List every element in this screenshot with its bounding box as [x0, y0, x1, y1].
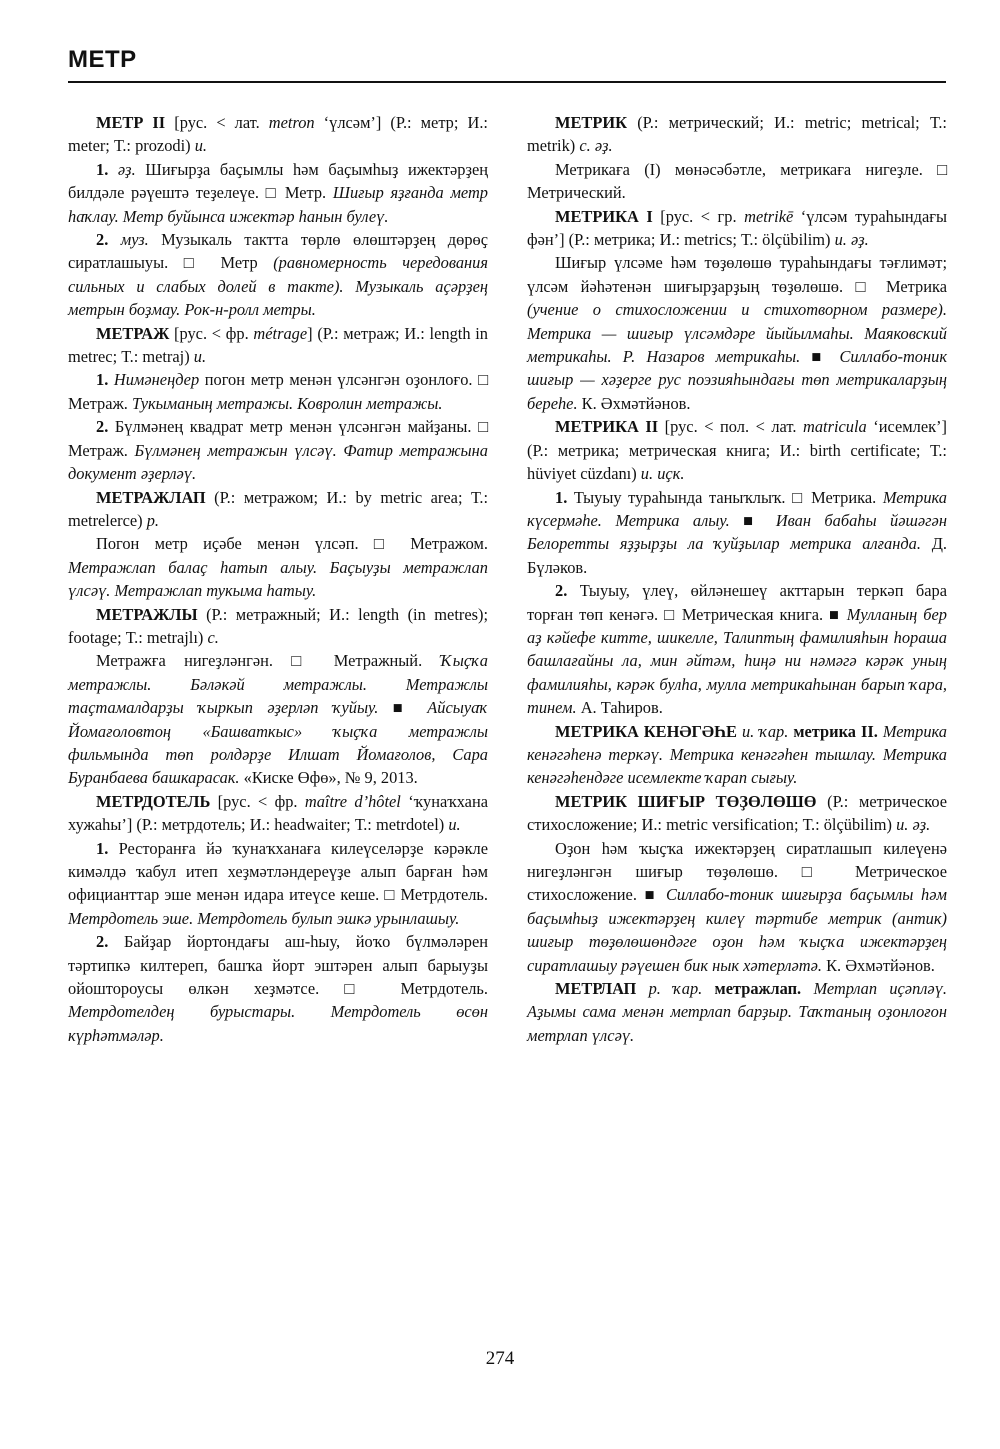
entry-paragraph [68, 837, 488, 931]
text-run: ‘ҡунаҡхана хужаһы’] (Р.: метрдотель; И.: headwaiter; Т.: metrdotel) [68, 791, 488, 835]
headword: 2. [96, 230, 121, 250]
text-run: А. Таһиров. [576, 698, 663, 718]
headword: метражлап. [714, 979, 802, 999]
entry-paragraph [68, 603, 488, 650]
italic-text: matricula [802, 417, 867, 437]
headword: 1. [555, 487, 574, 507]
headword: 2. [555, 581, 580, 601]
italic-text: Нимәнеңдер [113, 370, 200, 390]
text-run: Бүлмәнең квадрат метр менән үлсәнгән майҙаны. □ Метраж. [68, 417, 488, 460]
italic-text: Иван бабаһы йәшәгән Белоретты яҙҙырҙы ла ҡуйҙылар метрика алғанда. [527, 510, 947, 554]
italic-text: Метрдотель эше. Метрдотель булып эшкә урынлашыу. [68, 908, 460, 928]
text-run: (Р.: метрический; И.: metric; metrical; Т.: metrik) [527, 113, 947, 156]
entry-paragraph [68, 415, 488, 485]
running-head: МЕТР [68, 46, 137, 73]
entry-paragraph [68, 111, 488, 158]
text-run: ■ [729, 510, 776, 530]
text-run: [рус. < фр. [210, 791, 305, 811]
headword: МЕТРДОТЕЛЬ [96, 791, 211, 811]
entry-paragraph [68, 228, 488, 322]
text-run: «Киске Өфө», № 9, 2013. [239, 768, 418, 788]
italic-text: р. ҡар. [648, 979, 703, 999]
headword: метрика II. [793, 721, 878, 741]
italic-text: Ҡыҫҡа метражлы. Бәләкәй метражлы. Метражлы таҫтамалдарҙы ҡыркып әҙерләп ҡуйыу. [68, 651, 488, 718]
headword: 2. [96, 417, 115, 437]
page-number: 274 [485, 1348, 515, 1369]
text-run: погон метр менән үлсәнгән оҙонлоғо. □ Метраж. [68, 370, 489, 413]
headword: МЕТРАЖЛЫ [96, 604, 198, 624]
text-run: Шиғырҙа баҫымлы һәм баҫымһыҙ ижектәрҙең билдәле рәүештә теҙелеүе. □ Метр. [68, 159, 489, 203]
italic-text: Метрика күсермәһе. Метрика алыу. [527, 487, 947, 530]
entry-paragraph [527, 837, 947, 977]
italic-text: Метрдотелдең бурыстары. Метрдотель өсөн күрһәтмәләр. [68, 1002, 488, 1045]
entry-paragraph [527, 158, 947, 205]
headword: МЕТРИК [555, 113, 627, 132]
text-run: ] (Р.: метраж; И.: length in metrec; Т.: metraj) [68, 323, 488, 367]
entry-paragraph [527, 111, 947, 158]
entry-paragraph [527, 790, 947, 837]
text-run: Музыкаль тактта төрлө өлөштәрҙең дөрөҫ сиратлашыуы. □ Метр [68, 230, 488, 273]
headword: МЕТРИКА КЕНӘГӘҺЕ [555, 721, 737, 741]
headword: МЕТРЛАП [555, 979, 637, 999]
entry-paragraph [68, 158, 488, 228]
text-run: ■ [378, 698, 428, 718]
text-run: (Р.: метражом; И.: by metric area; Т.: metrelerce) [68, 487, 488, 530]
entry-paragraph [527, 415, 947, 485]
italic-text: и. ҡар. [741, 721, 789, 741]
entry-paragraph [527, 720, 947, 790]
text-run: ‘үлсәм’] (Р.: метр; И.: meter; Т.: prozodi) [68, 113, 488, 156]
headword: МЕТР II [96, 113, 166, 132]
italic-text: и. әҙ. [834, 230, 869, 250]
text-run: Ресторанға йә ҡунаҡханаға килеүселәрҙе кәрәкле кимәлдә ҡабул итеп хеҙмәтләндереүҙе алып барған һәм официанттар эше менән идара итеүсе кеше. □ Метрдотель. [68, 838, 488, 905]
entry-paragraph [68, 322, 488, 369]
italic-text: с. әҙ. [579, 136, 613, 156]
italic-text: metrikē [744, 206, 794, 226]
italic-text: и. [194, 136, 208, 156]
text-run: Д. Бүләков. [527, 534, 947, 577]
text-run: Метрикаға (I) мөнәсәбәтле, метрикаға нигеҙле. □ Метрический. [527, 159, 947, 203]
headword: МЕТРИКА I [555, 206, 653, 226]
entry-paragraph [527, 486, 947, 580]
text-run: Метражға нигеҙләнгән. □ Метражный. [96, 651, 441, 671]
italic-text: Силлабо-тоник шиғырҙа баҫымлы һәм баҫымһыҙ ижектәрҙең килеү тәртибе метрик (антик) шиғыр төҙөлөшөндәге оҙон һәм ҡыҫҡа ижектәрҙең сиратлашыу рәүешен бик нык хәтерләтә. [527, 885, 947, 975]
text-run [636, 979, 648, 998]
text-run: К. Әхмәтйәнов. [577, 393, 691, 413]
headword: 1. [96, 370, 114, 390]
entry-paragraph [527, 977, 947, 1047]
entry-paragraph [527, 205, 947, 252]
headword: МЕТРИК ШИҒЫР ТӨҘӨЛӨШӨ [555, 791, 817, 811]
italic-text: Метрика кенәгәһенә теркәү. Метрика кенәгәһен тышлау. Метрика кенәгәһендәге исемлекте ҡарап сығыу. [527, 721, 947, 788]
entry-paragraph [527, 251, 947, 415]
italic-text: métrage [253, 323, 308, 343]
italic-text: муз. [120, 230, 149, 250]
text-run: Шиғыр үлсәме һәм төҙөлөшө тураһындағы тәғлимәт; үлсәм йәһәтенән шиғырҙарҙың төҙөлөшө. □ Метрика [527, 253, 947, 296]
text-run: [рус. < пол. < лат. [658, 417, 803, 437]
headword: 1. [96, 838, 119, 858]
italic-text: с. [207, 627, 219, 647]
text-run: [рус. < лат. [165, 113, 269, 132]
header-rule [68, 81, 946, 83]
italic-text: (равномерность чередования сильных и слабых долей в такте). Музыкаль аҫәрҙең метрын боҙмау. Рок-н-ролл метры. [68, 253, 488, 320]
entry-paragraph [68, 790, 488, 837]
text-run: (Р.: метражный; И.: length (in metres); footage; Т.: metrajlı) [68, 604, 488, 647]
left-column [68, 111, 488, 1047]
text-run: ‘исемлек’] (Р.: метрика; метрическая книга; И.: birth certificate; Т.: hüviyet cüzdanı) [527, 417, 947, 484]
text-run: Байҙар йортондағы аш-һыу, йоҡо бүлмәләрен тәртипкә килтереп, башҡа йорт эштәрен алып барыуҙы ойоштороусы өлкән хеҙмәтсе. □ Метрдотель. [68, 932, 488, 999]
text-run: ‘үлсәм тураһындағы фән’] (Р.: метрика; И.: metrics; Т.: ölçübilim) [527, 206, 948, 250]
entry-paragraph [68, 368, 488, 415]
italic-text: Метрлап иҫәпләү. Аҙымы сама менән метрлап барҙыр. Таҡтаның оҙонлоғон метрлап үлсәү. [527, 979, 947, 1045]
text-run: ■ [800, 347, 840, 367]
text-run [801, 979, 813, 998]
entry-paragraph [68, 532, 488, 602]
italic-text: metron [268, 113, 315, 132]
headword: 1. [96, 159, 118, 179]
headword: МЕТРАЖ [96, 323, 170, 343]
headword: МЕТРАЖЛАП [96, 487, 206, 507]
headword: МЕТРИКА II [555, 417, 659, 437]
text-run: Погон метр иҫәбе менән үлсәп. □ Метражом. [96, 534, 488, 554]
headword: 2. [96, 932, 124, 952]
italic-text: и. [193, 347, 207, 367]
right-column [527, 111, 947, 1047]
entry-paragraph [68, 930, 488, 1047]
italic-text: Айсыуаҡ Йомағоловтоң «Башваткыс» ҡыҫҡа метражлы фильмында төп ролдәрҙе Илшат Йомағолов, Сара Буранбаева башкарасак. [68, 698, 488, 788]
italic-text: Силлабо-тоник шиғыр — хәҙерге рус поэзияһындағы төп метрикаларҙың береһе. [527, 347, 947, 413]
italic-text: Бүлмәнең метражын үлсәү. Фатир метражына документ әҙерләү. [68, 440, 488, 484]
entry-paragraph [68, 486, 488, 533]
italic-text: и. әҙ. [896, 815, 931, 835]
entry-paragraph [68, 649, 488, 789]
italic-text: Тукыманың метражы. Ковролин метражы. [132, 393, 443, 413]
italic-text: Шиғыр яҙғанда метр һаҡлау. Метр буйынса ижектәр һанын булеү. [68, 183, 488, 226]
text-run: [рус. < гр. [652, 206, 745, 226]
text-run: Тыуыу тураһында таныҡлыҡ. □ Метрика. [573, 487, 883, 507]
italic-text: maître d’hôtel [304, 791, 401, 811]
italic-text: и. иҫк. [640, 464, 685, 484]
text-run [702, 979, 714, 998]
entry-paragraph [527, 579, 947, 719]
italic-text: и. [448, 815, 461, 835]
text-run: [рус. < фр. [169, 323, 254, 343]
italic-text: Мулланың бер аҙ кәйефе китте, шикелле, Талиптың фамилияһын һораша башлағайны ла, мин әйтәм, һиңә ни нәмәгә кәрәк уның фамилияһы, кәрәк булһа, мулла метрикаһынан барып ҡара, тинем. [527, 604, 947, 718]
text-run: Тыуыу, үлеү, өйләнешеү акттарын теркәп бара торған төп кенәгә. □ Метрическая книга. ■ [527, 581, 948, 624]
italic-text: Метражлап балаҫ һатып алыу. Баҫыуҙы метражлап үлсәү. Метражлап тукыма һатыу. [68, 557, 488, 601]
italic-text: р. [146, 510, 160, 530]
italic-text: әҙ. [117, 159, 136, 179]
text-run: (Р.: метрическое стихосложение; И.: metric versification; Т.: ölçübilim) [527, 791, 947, 835]
text-run: К. Әхмәтйәнов. [821, 955, 935, 975]
italic-text: (учение о стихосложении и стихотворном размере). Метрика — шиғыр үлсәмдәре йыйылмаһы. Маяковский метрикаһы. Р. Назаров метрикаһы. [527, 300, 947, 367]
text-run: Оҙон һәм ҡыҫҡа ижектәрҙең сиратлашып килеүенә нигеҙләнгән шиғыр төҙөлөшө. □ Метрическое стихосложение. ■ [527, 838, 947, 905]
